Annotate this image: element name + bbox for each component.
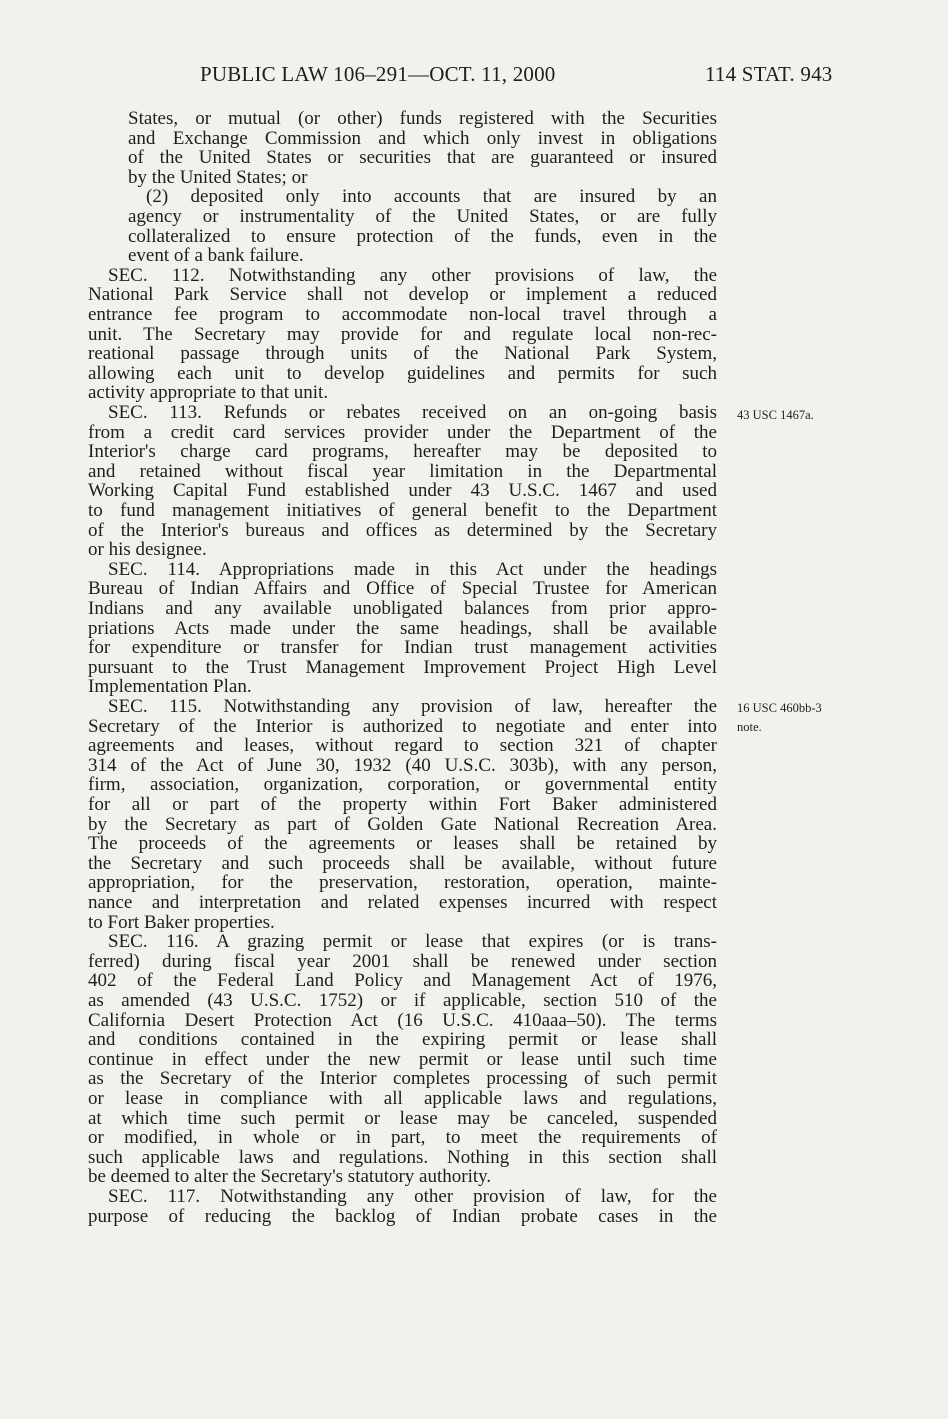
text-line: The proceeds of the agreements or leases shall be retained by — [88, 833, 717, 855]
text-line: Secretary of the Interior is authorized to negotiate and enter into — [88, 715, 717, 737]
text-line: to fund management initiatives of general benefit to the Department — [88, 500, 717, 521]
text-line: Bureau of Indian Affairs and Office of Special Trustee for American — [88, 578, 717, 600]
text-line: California Desert Protection Act (16 U.S.C. 410aaa–50). The terms — [88, 1009, 717, 1031]
text-line: event of a bank failure. — [128, 245, 304, 267]
text-line: purpose of reducing the backlog of Indian probate cases in the — [88, 1205, 717, 1227]
text-line: at which time such permit or lease may be canceled, suspended — [88, 1107, 717, 1129]
page-number: 114 STAT. 943 — [705, 62, 833, 86]
text-line: for all or part of the property within Fort Baker administered — [88, 794, 717, 815]
text-line: agency or instrumentality of the United States, or are fully — [128, 206, 717, 227]
running-header-title: PUBLIC LAW 106–291—OCT. 11, 2000 — [200, 62, 556, 86]
text-line: as amended (43 U.S.C. 1752) or if applicable, section 510 of the — [88, 990, 717, 1011]
text-line: to Fort Baker properties. — [88, 911, 275, 933]
text-line: 314 of the Act of June 30, 1932 (40 U.S.C. 303b), with any person, — [88, 754, 717, 776]
text-line: agreements and leases, without regard to section 321 of chapter — [88, 735, 717, 757]
margin-note: 16 USC 460bb-3 — [737, 701, 822, 715]
text-line: allowing each unit to develop guidelines and permits for such — [88, 362, 717, 384]
text-line: for expenditure or transfer for Indian trust management activities — [88, 637, 717, 659]
text-line: or modified, in whole or in part, to meet the requirements of — [88, 1127, 717, 1149]
text-line: SEC. 115. Notwithstanding any provision of law, hereafter the — [108, 696, 717, 717]
text-line: Implementation Plan. — [88, 676, 252, 698]
text-line: SEC. 113. Refunds or rebates received on an on-going basis — [108, 402, 717, 423]
text-line: collateralized to ensure protection of the funds, even in the — [128, 225, 717, 247]
text-line: Indians and any available unobligated balances from prior appro- — [88, 598, 717, 619]
text-line: by the United States; or — [128, 166, 308, 188]
text-line: States, or mutual (or other) funds registered with the Securities — [128, 108, 717, 129]
text-line: firm, association, organization, corporation, or governmental entity — [88, 774, 717, 796]
text-line: nance and interpretation and related expenses incurred with respect — [88, 892, 717, 913]
text-line: or lease in compliance with all applicable laws and regulations, — [88, 1088, 717, 1109]
text-line: priations Acts made under the same headings, shall be available — [88, 617, 717, 639]
text-line: SEC. 117. Notwithstanding any other provision of law, for the — [108, 1186, 717, 1207]
text-line: National Park Service shall not develop or implement a reduced — [88, 284, 717, 306]
text-line: the Secretary and such proceeds shall be available, without future — [88, 852, 717, 874]
text-line: reational passage through units of the National Park System, — [88, 343, 717, 365]
text-line: unit. The Secretary may provide for and regulate local non-rec- — [88, 323, 717, 345]
text-line: of the United States or securities that are guaranteed or insured — [128, 147, 717, 169]
text-line: from a credit card services provider under the Department of the — [88, 421, 717, 443]
text-line: or his designee. — [88, 539, 207, 561]
text-line: be deemed to alter the Secretary's statutory authority. — [88, 1166, 492, 1188]
margin-note: 43 USC 1467a. — [737, 408, 814, 422]
text-line: (2) deposited only into accounts that are insured by an — [146, 186, 717, 208]
text-line: as the Secretary of the Interior completes processing of such permit — [88, 1068, 717, 1090]
text-line: continue in effect under the new permit or lease until such time — [88, 1048, 717, 1070]
text-line: and conditions contained in the expiring permit or lease shall — [88, 1029, 717, 1051]
text-line: SEC. 116. A grazing permit or lease that expires (or is trans- — [108, 931, 717, 953]
text-line: pursuant to the Trust Management Improvement Project High Level — [88, 656, 717, 678]
text-line: Interior's charge card programs, hereafter may be deposited to — [88, 441, 717, 463]
text-line: SEC. 114. Appropriations made in this Act under the headings — [108, 558, 717, 580]
text-line: Working Capital Fund established under 43 U.S.C. 1467 and used — [88, 480, 717, 502]
text-line: by the Secretary as part of Golden Gate National Recreation Area. — [88, 813, 717, 835]
margin-note: note. — [737, 720, 762, 734]
text-line: appropriation, for the preservation, restoration, operation, mainte- — [88, 872, 717, 894]
text-line: such applicable laws and regulations. Nothing in this section shall — [88, 1146, 717, 1168]
text-line: entrance fee program to accommodate non-local travel through a — [88, 304, 717, 325]
text-line: of the Interior's bureaus and offices as determined by the Secretary — [88, 519, 717, 541]
text-line: and Exchange Commission and which only invest in obligations — [128, 127, 717, 149]
text-line: 402 of the Federal Land Policy and Management Act of 1976, — [88, 970, 717, 992]
text-line: activity appropriate to that unit. — [88, 382, 329, 404]
text-line: ferred) during fiscal year 2001 shall be renewed under section — [88, 950, 717, 972]
text-line: SEC. 112. Notwithstanding any other provisions of law, the — [108, 264, 717, 286]
text-line: and retained without fiscal year limitation in the Departmental — [88, 460, 717, 482]
